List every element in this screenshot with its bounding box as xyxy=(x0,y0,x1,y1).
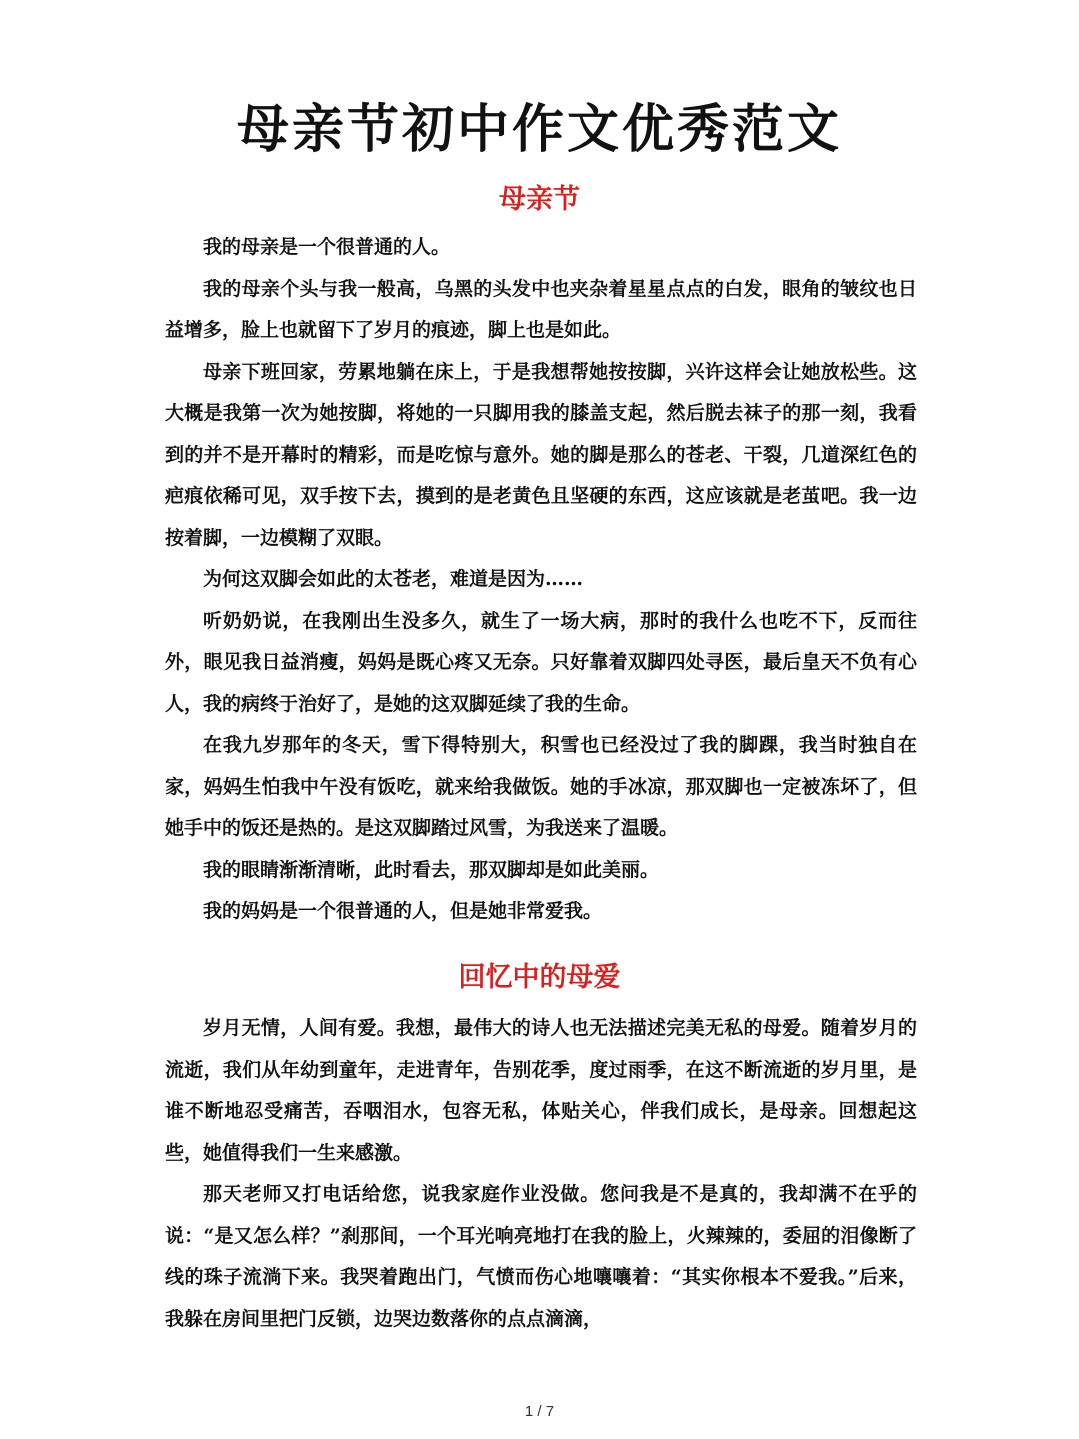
paragraph: 听奶奶说，在我刚出生没多久，就生了一场大病，那时的我什么也吃不下，反而往外，眼见我日益消瘦，妈妈是既心疼又无奈。只好靠着双脚四处寻医，最后皇天不负有心人，我的病终于治好了，是她的这双脚延续了我的生命。 xyxy=(165,609,917,715)
section-body-mothers-love xyxy=(165,1008,917,1340)
paragraph: 母亲下班回家，劳累地躺在床上，于是我想帮她按按脚，兴许这样会让她放松些。这大概是我第一次为她按脚，将她的一只脚用我的膝盖支起，然后脱去袜子的那一刻，我看到的并不是开幕时的精彩，而是吃惊与意外。她的脚是那么的苍老、干裂，几道深红色的疤痕依稀可见，双手按下去，摸到的是老黄色且坚硬的东西，这应该就是老茧吧。我一边按着脚，一边模糊了双眼。 xyxy=(165,360,917,549)
paragraph: 我的妈妈是一个很普通的人，但是她非常爱我。 xyxy=(203,900,603,922)
paragraph: 我的母亲个头与我一般高，乌黑的头发中也夹杂着星星点点的白发，眼角的皱纹也日益增多，脸上也就留下了岁月的痕迹，脚上也是如此。 xyxy=(165,277,917,341)
section-body-mothers-day xyxy=(165,227,917,933)
paragraph: 在我九岁那年的冬天，雪下得特别大，积雪也已经没过了我的脚踝，我当时独自在家，妈妈生怕我中午没有饭吃，就来给我做饭。她的手冰凉，那双脚也一定被冻坏了，但她手中的饭还是热的。是这双脚踏过风雪，为我送来了温暖。 xyxy=(165,734,917,839)
paragraph: 我的眼睛渐渐清晰，此时看去，那双脚却是如此美丽。 xyxy=(203,858,660,881)
paragraph: 为何这双脚会如此的太苍老，难道是因为…… xyxy=(203,568,584,590)
section-heading-mothers-day: 母亲节 xyxy=(499,184,580,215)
page-title: 母亲节初中作文优秀范文 xyxy=(236,99,842,160)
page-indicator: 1 / 7 xyxy=(524,1403,555,1420)
paragraph: 岁月无情，人间有爱。我想，最伟大的诗人也无法描述完美无私的母爱。随着岁月的流逝，我们从年幼到童年，走进青年，告别花季，度过雨季，在这不断流逝的岁月里，是谁不断地忍受痛苦，吞咽泪水，包容无私，体贴关心，伴我们成长，是母亲。回想起这些，她值得我们一生来感激。 xyxy=(165,1017,917,1164)
section-heading-mothers-love: 回忆中的母爱 xyxy=(458,962,621,993)
paragraph: 我的母亲是一个很普通的人。 xyxy=(203,236,451,258)
paragraph: 那天老师又打电话给您，说我家庭作业没做。您问我是不是真的，我却满不在乎的说：“是又怎么样？”刹那间，一个耳光响亮地打在我的脸上，火辣辣的，委屈的泪像断了线的珠子流淌下来。我哭着跑出门，气愤而伤心地嚷嚷着：“其实你根本不爱我。”后来，我躲在房间里把门反锁，边哭边数落你的点点滴滴， xyxy=(165,1183,917,1330)
